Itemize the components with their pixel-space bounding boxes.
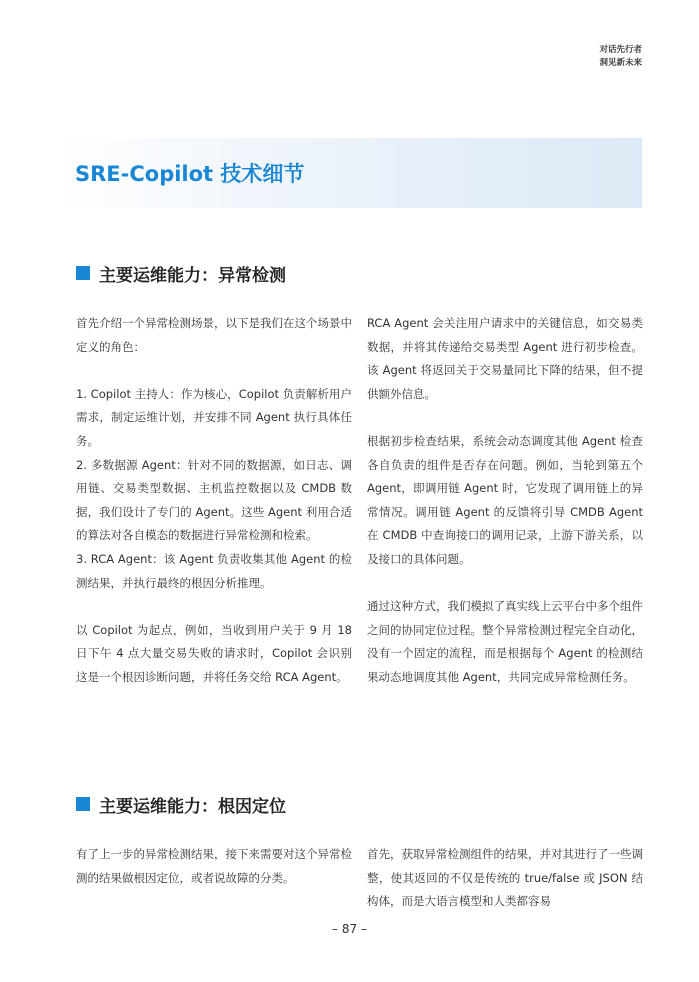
- list-item: 1. Copilot 主持人：作为核心，Copilot 负责解析用户需求，制定运维计划，并安排不同 Agent 执行具体任务。: [76, 386, 352, 448]
- paragraph: 有了上一步的异常检测结果，接下来需要对这个异常检测的结果做根因定位，或者说故障的分类。: [76, 847, 352, 885]
- paragraph: RCA Agent 会关注用户请求中的关键信息，如交易类数据，并将其传递给交易类型 Agent 进行初步检查。该 Agent 将返回关于交易量同比下降的结果，但不提供额外信息。: [367, 316, 643, 401]
- section-heading-text: 主要运维能力：异常检测: [99, 265, 286, 286]
- tagline-line-2: 洞见新未来: [599, 58, 642, 68]
- section-bullet-square-icon: [76, 266, 90, 280]
- section-heading-text: 主要运维能力：根因定位: [99, 796, 286, 817]
- paragraph: 以 Copilot 为起点，例如，当收到用户关于 9 月 18 日下午 4 点大量交易失败的请求时，Copilot 会识别这是一个根因诊断问题，并将任务交给 RCA Agent。: [76, 622, 352, 684]
- section-bullet-square-icon: [76, 797, 90, 811]
- section2-left-column: [76, 843, 352, 890]
- paragraph: 首先介绍一个异常检测场景，以下是我们在这个场景中定义的角色：: [76, 316, 352, 354]
- section1-left-column: [76, 312, 352, 690]
- list-item: 3. RCA Agent：该 Agent 负责收集其他 Agent 的检测结果，并执行最终的根因分析推理。: [76, 551, 352, 590]
- section-heading-anomaly-detection: [76, 262, 286, 284]
- section-heading-root-cause: [76, 793, 286, 815]
- header-tagline: [599, 44, 642, 70]
- page-title: SRE-Copilot 技术细节: [75, 162, 305, 186]
- tagline-line-1: 对话先行者: [599, 45, 642, 55]
- section1-right-column: [367, 312, 643, 690]
- section2-right-column: [367, 843, 643, 914]
- title-band: [57, 138, 642, 208]
- paragraph: 通过这种方式，我们模拟了真实线上云平台中多个组件之间的协同定位过程。整个异常检测过程完全自动化，没有一个固定的流程，而是根据每个 Agent 的检测结果动态地调度其他 Agent，共同完成异常检测任务。: [367, 599, 643, 684]
- paragraph: 根据初步检查结果，系统会动态调度其他 Agent 检查各自负责的组件是否存在问题。例如，当轮到第五个 Agent，即调用链 Agent 时，它发现了调用链上的异常情况。调用链 Agent 的反馈将引导 CMDB Agent 在 CMDB 中查询接口的调用记录，上游下游关系，以及接口的具体问题。: [367, 433, 643, 566]
- list-item: 2. 多数据源 Agent：针对不同的数据源，如日志、调用链、交易类型数据、主机监控数据以及 CMDB 数据，我们设计了专门的 Agent。这些 Agent 利用合适的算法对各自模态的数据进行异常检测和检索。: [76, 457, 352, 543]
- paragraph: 首先，获取异常检测组件的结果，并对其进行了一些调整，使其返回的不仅是传统的 true/false 或 JSON 结构体，而是大语言模型和人类都容易: [367, 847, 643, 909]
- page-number: – 87 –: [332, 922, 367, 936]
